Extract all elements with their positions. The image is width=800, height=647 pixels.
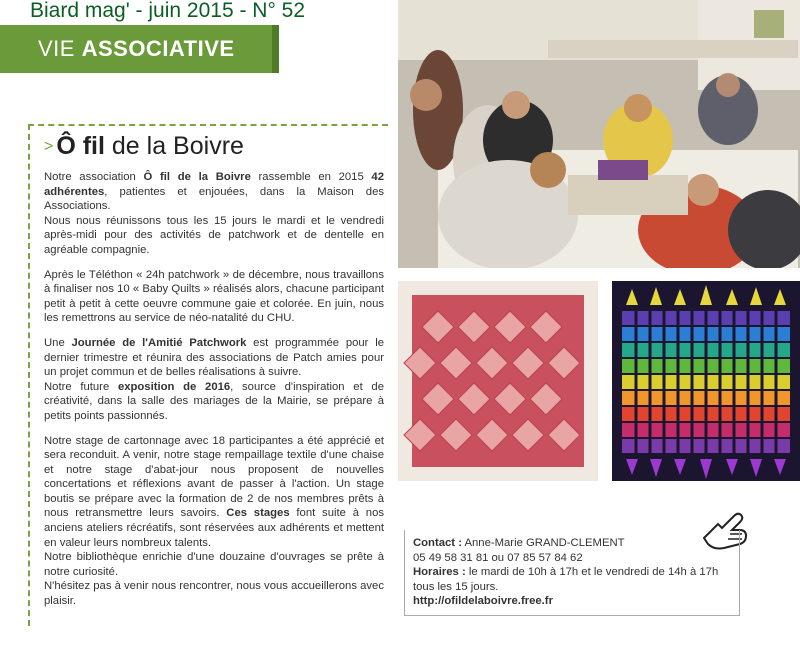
banner-shadow: [272, 25, 279, 73]
hours-label: Horaires :: [413, 566, 466, 578]
contact-label: Contact :: [413, 537, 462, 549]
paragraph-8: N'hésitez pas à venir nous rencontrer, nous vous accueillerons avec plaisir.: [44, 580, 384, 608]
section-title: [38, 36, 235, 62]
title-rest: de la Boivre: [104, 132, 244, 160]
workshop-photo: [398, 0, 800, 268]
paragraph-4: [44, 336, 384, 380]
paragraph-7: Notre bibliothèque enrichie d'une douzaine d'ouvrages se prête à notre curiosité.: [44, 551, 384, 578]
text: Notre association: [44, 171, 144, 183]
contact-line: [413, 536, 733, 551]
hours-line: [413, 565, 733, 594]
paragraph-5: [44, 380, 384, 424]
text: rassemble en 2015: [250, 171, 372, 183]
text: font suite à nos anciens ateliers récréatifs, sont réservées aux adhérents et mettent en valeur leurs nombreux talents.: [44, 507, 385, 549]
pink-quilt-photo: [398, 281, 598, 481]
issue-line: Biard mag' - juin 2015 - N° 52: [30, 0, 306, 22]
website-link[interactable]: http://ofildelaboivre.free.fr: [413, 595, 553, 607]
contact-phones: 05 49 58 31 81 ou 07 85 57 84 62: [413, 551, 583, 564]
text-bold: Ces stages: [226, 507, 290, 520]
text: Notre future: [44, 380, 118, 393]
title-arrow-icon: >: [44, 138, 54, 156]
paragraph-2: Nous nous réunissons tous les 15 jours le mardi et le vendredi après-midi pour des activités de patchwork et de dentelle en agréable compagnie.: [44, 214, 384, 256]
section-banner: [0, 25, 272, 73]
contact-name: Anne-Marie GRAND-CLEMENT: [461, 537, 625, 549]
paragraph-1: [44, 170, 384, 214]
text: , patientes et enjouées, dans la Maison des Associations.: [44, 185, 384, 213]
text-bold: Journée de l'Amitié Patchwork: [71, 336, 247, 349]
text: Notre stage de cartonnage avec 18 participantes a été apprécié et sera reconduit. A venir, notre stage rempaillage textile d'une chaise et notre stage d'abat-jour nous proposent de nouvelles concertations et réflexions avant de passer à l'action. Un stage boutis se prépare avec la formation de 2 de nos membres prêts à nous retransmettre leurs savoirs.: [44, 434, 384, 520]
rainbow-quilt-photo: [612, 281, 800, 481]
section-title-light: VIE: [38, 36, 82, 61]
text: , source d'inspiration et de créativité, dans la salle des mariages de la Mairie, se prépare à petits points passionnés.: [44, 380, 384, 422]
paragraph-3: Après le Téléthon « 24h patchwork » de décembre, nous travaillons à finaliser nos 10 « Baby Quilts » réalisés alors, chacune participant petit à petit à cette oeuvre commune gaie et colorée. En juin, nous les remettrons au service de néo-natalité du CHU.: [44, 268, 384, 325]
text-bold: Ô fil de la Boivre: [143, 171, 251, 183]
section-title-bold: ASSOCIATIVE: [81, 36, 235, 61]
text: est programmée pour le dernier trimestre et réunira des associations de Patch amies pour un projet commun et de belles réalisations à suivre.: [44, 336, 384, 379]
hours-text: le mardi de 10h à 17h et le vendredi de 14h à 17h tous les 15 jours.: [413, 566, 719, 593]
text-bold: 42 adhérentes: [44, 171, 384, 198]
paragraph-6: [44, 434, 384, 551]
article-title: [44, 132, 244, 161]
contact-box: [404, 530, 740, 616]
article-body: [44, 170, 384, 609]
title-bold: Ô fil: [56, 132, 105, 160]
text: Une: [44, 336, 72, 349]
text-bold: exposition de 2016: [117, 380, 231, 393]
